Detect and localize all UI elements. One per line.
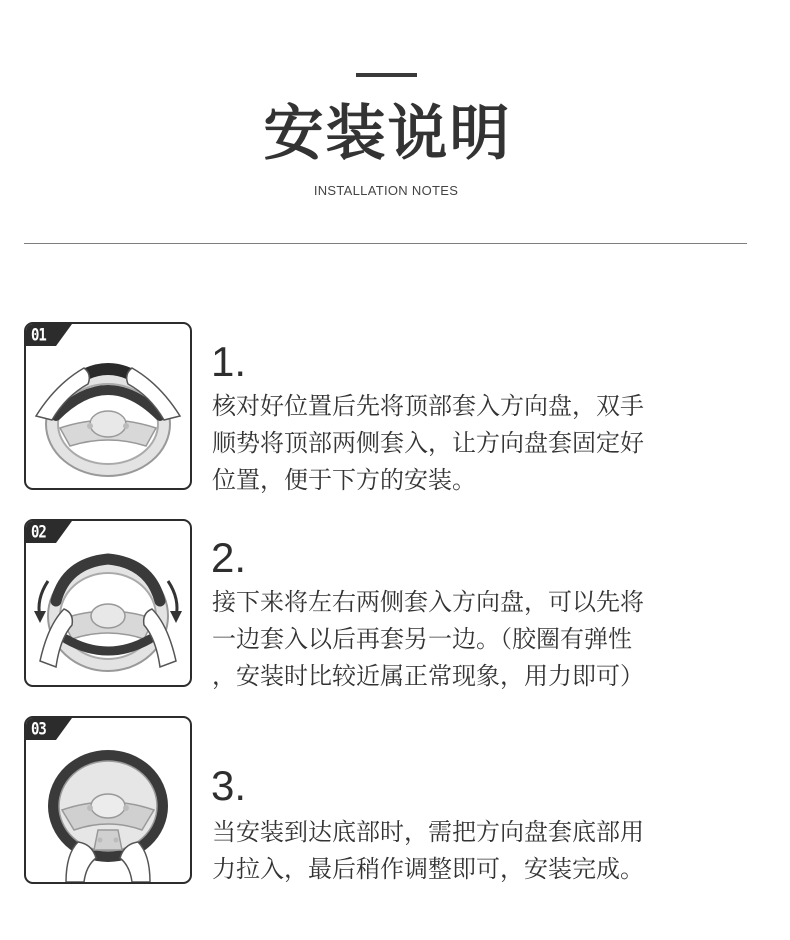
step-1-illustration xyxy=(24,322,192,490)
step-3-number: 3. xyxy=(211,762,247,809)
step-1-description xyxy=(212,388,757,499)
step-3-line: 当安装到达底部时，需把方向盘套底部用 xyxy=(212,818,644,846)
step-1-line: 位置，便于下方的安装。 xyxy=(212,466,476,494)
step-2-line: 接下来将左右两侧套入方向盘，可以先将 xyxy=(212,588,644,616)
steering-wheel-sides-install-icon xyxy=(26,521,190,685)
step-2-description xyxy=(212,584,757,695)
step-2-line: 一边套入以后再套另一边。（胶圈有弹性 xyxy=(212,625,632,653)
steering-wheel-top-install-icon xyxy=(26,324,190,488)
header-divider xyxy=(24,243,747,244)
step-3-illustration xyxy=(24,716,192,884)
step-2-tag: 02 xyxy=(31,523,46,543)
step-3-tag: 03 xyxy=(31,720,46,740)
step-2-line: ，安装时比较近属正常现象，用力即可） xyxy=(212,662,644,690)
step-1-number: 1. xyxy=(211,338,247,385)
title-accent-bar xyxy=(356,73,417,77)
page-title: 安装说明 xyxy=(263,99,512,169)
step-1-line: 核对好位置后先将顶部套入方向盘，双手 xyxy=(212,392,644,420)
step-2-number: 2. xyxy=(211,534,247,581)
step-3-line: 力拉入，最后稍作调整即可，安装完成。 xyxy=(212,855,644,883)
step-1-tag: 01 xyxy=(31,326,46,346)
step-3-description xyxy=(212,814,757,888)
step-2-illustration xyxy=(24,519,192,687)
steering-wheel-bottom-install-icon xyxy=(26,718,190,882)
page-subtitle: INSTALLATION NOTES xyxy=(313,183,459,198)
step-1-line: 顺势将顶部两侧套入，让方向盘套固定好 xyxy=(212,429,644,457)
